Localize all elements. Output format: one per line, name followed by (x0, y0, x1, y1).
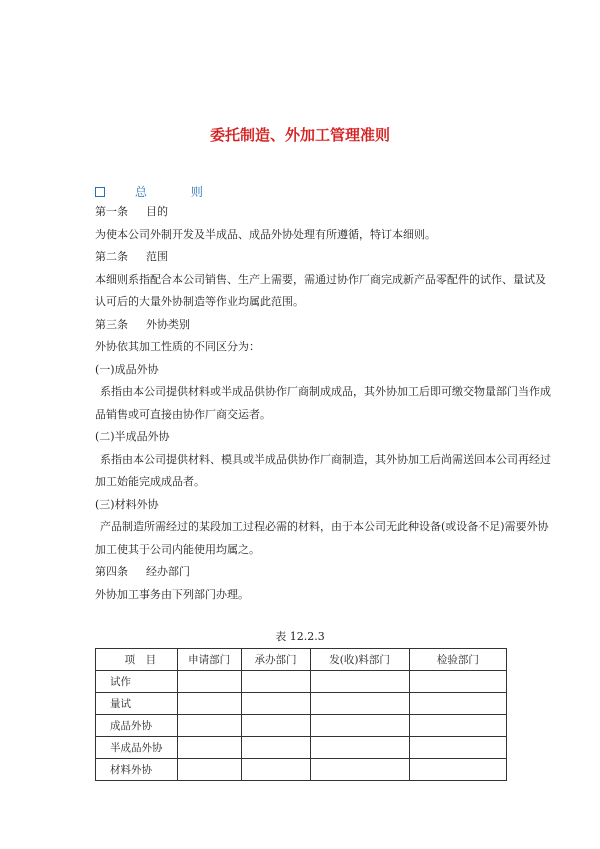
table-cell (177, 715, 241, 737)
article-1-heading (95, 201, 535, 224)
table-header-cell: 发(收)料部门 (310, 649, 409, 671)
category-3-text-line-2: 加工使其于公司内能使用均属之。 (95, 542, 260, 556)
table-cell (409, 715, 506, 737)
table-cell (409, 737, 506, 759)
category-2-text-line-2: 加工始能完成成品者。 (95, 475, 205, 488)
table-row (96, 715, 507, 737)
category-3-title: (三)材料外协 (95, 497, 159, 511)
category-3-text-line-1: 产品制造所需经过的某段加工过程必需的材料，由于本公司无此种设备(或设备不足)需要外协 (100, 520, 549, 533)
table-cell (310, 693, 409, 715)
category-1-title: (一)成品外协 (95, 362, 159, 376)
article-name: 范围 (146, 250, 168, 263)
article-name: 经办部门 (146, 565, 190, 578)
table-cell (177, 693, 241, 715)
table-cell (241, 671, 310, 693)
row-label-cell: 量试 (96, 693, 178, 715)
article-1-text: 为使本公司外制开发及半成品、成品外协处理有所遵循，特订本细则。 (95, 227, 436, 241)
category-2-title: (二)半成品外协 (95, 430, 170, 443)
table-header-cell: 承办部门 (241, 649, 310, 671)
article-number: 第一条 (95, 205, 128, 218)
category-1-text-line-1: 系指由本公司提供材料或半成品供协作厂商制成成品，其外协加工后即可缴交物量部门当作成 (100, 385, 551, 398)
section-heading (95, 183, 223, 200)
article-name: 外协类别 (146, 317, 190, 331)
table-cell (310, 737, 409, 759)
table-caption: 表 12.2.3 (275, 630, 325, 643)
table-cell (241, 715, 310, 737)
article-2-heading (95, 246, 535, 269)
table-row (96, 759, 507, 781)
row-label-cell: 材料外协 (96, 759, 178, 781)
table-header-cell: 检验部门 (409, 649, 506, 671)
table-row (96, 737, 507, 759)
table-cell (241, 737, 310, 759)
article-name: 目的 (146, 205, 168, 218)
table-cell (177, 671, 241, 693)
table-cell (241, 759, 310, 781)
table-cell (409, 671, 506, 693)
table-cell (409, 759, 506, 781)
table-header-cell: 申请部门 (177, 649, 241, 671)
article-number: 第四条 (95, 565, 128, 578)
table-cell (409, 693, 506, 715)
article-3-text: 外协依其加工性质的不同区分为： (95, 340, 260, 353)
table-header-cell: 项 目 (96, 649, 178, 671)
checkbox-square-icon (95, 187, 105, 197)
table-cell (241, 693, 310, 715)
table-row (96, 671, 507, 693)
article-number: 第二条 (95, 250, 128, 263)
table-row (96, 693, 507, 715)
row-label-cell: 试作 (96, 671, 178, 693)
department-table (95, 648, 507, 781)
article-4-heading (95, 561, 535, 584)
row-label-cell: 成品外协 (96, 715, 178, 737)
section-heading-text: 总 则 (135, 185, 223, 199)
table-header-row (96, 649, 507, 671)
document-title: 委托制造、外加工管理准则 (209, 126, 390, 144)
article-3-heading (95, 314, 535, 337)
table-cell (177, 759, 241, 781)
article-2-text-line-1: 本细则系指配合本公司销售、生产上需要，需通过协作厂商完成新产品零配件的试作、量试及 (95, 272, 546, 286)
article-4-text: 外协加工事务由下列部门办理。 (95, 587, 249, 601)
table-cell (310, 715, 409, 737)
article-number: 第三条 (95, 317, 128, 331)
row-label-cell: 半成品外协 (96, 737, 178, 759)
table-cell (177, 737, 241, 759)
table-cell (310, 759, 409, 781)
article-2-text-line-2: 认可后的大量外协制造等作业均属此范围。 (95, 295, 304, 308)
category-1-text-line-2: 品销售或可直接由协作厂商交运者。 (95, 407, 271, 421)
category-2-text-line-1: 系指由本公司提供材料、模具或半成品供协作厂商制造，其外协加工后尚需送回本公司再经过 (100, 452, 551, 466)
body-text (95, 201, 551, 606)
table-cell (310, 671, 409, 693)
